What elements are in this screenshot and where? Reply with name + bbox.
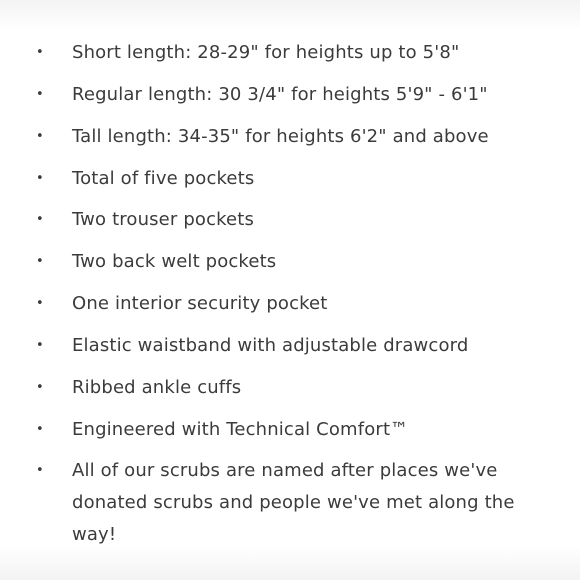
spec-item-text: Ribbed ankle cuffs <box>72 377 242 398</box>
bullet-icon: • <box>36 45 44 60</box>
spec-item-text: Two trouser pockets <box>72 209 255 230</box>
spec-item-text: Elastic waistband with adjustable drawcord <box>72 335 469 356</box>
spec-item-text: Regular length: 30 3/4" for heights 5'9" - 6'1" <box>72 84 488 105</box>
bullet-icon: • <box>36 212 44 227</box>
top-shadow <box>0 0 580 30</box>
spec-item-text: Two back welt pockets <box>72 251 277 272</box>
bullet-icon: • <box>36 463 44 478</box>
spec-item-text: All of our scrubs are named after places we've donated scrubs and people we've met along the way! <box>72 460 515 545</box>
spec-item-text: One interior security pocket <box>72 293 328 314</box>
bullet-icon: • <box>36 254 44 269</box>
spec-item-text: Short length: 28-29" for heights up to 5'8" <box>72 42 460 63</box>
bullet-icon: • <box>36 296 44 311</box>
bullet-icon: • <box>36 171 44 186</box>
spec-item-text: Tall length: 34-35" for heights 6'2" and above <box>72 126 489 147</box>
bottom-shadow <box>0 546 580 580</box>
spec-item-text: Engineered with Technical Comfort™ <box>72 419 409 440</box>
bullet-icon: • <box>36 380 44 395</box>
bullet-icon: • <box>36 129 44 144</box>
spec-item-text: Total of five pockets <box>72 168 255 189</box>
bullet-icon: • <box>36 87 44 102</box>
bullet-icon: • <box>36 422 44 437</box>
bullet-icon: • <box>36 338 44 353</box>
